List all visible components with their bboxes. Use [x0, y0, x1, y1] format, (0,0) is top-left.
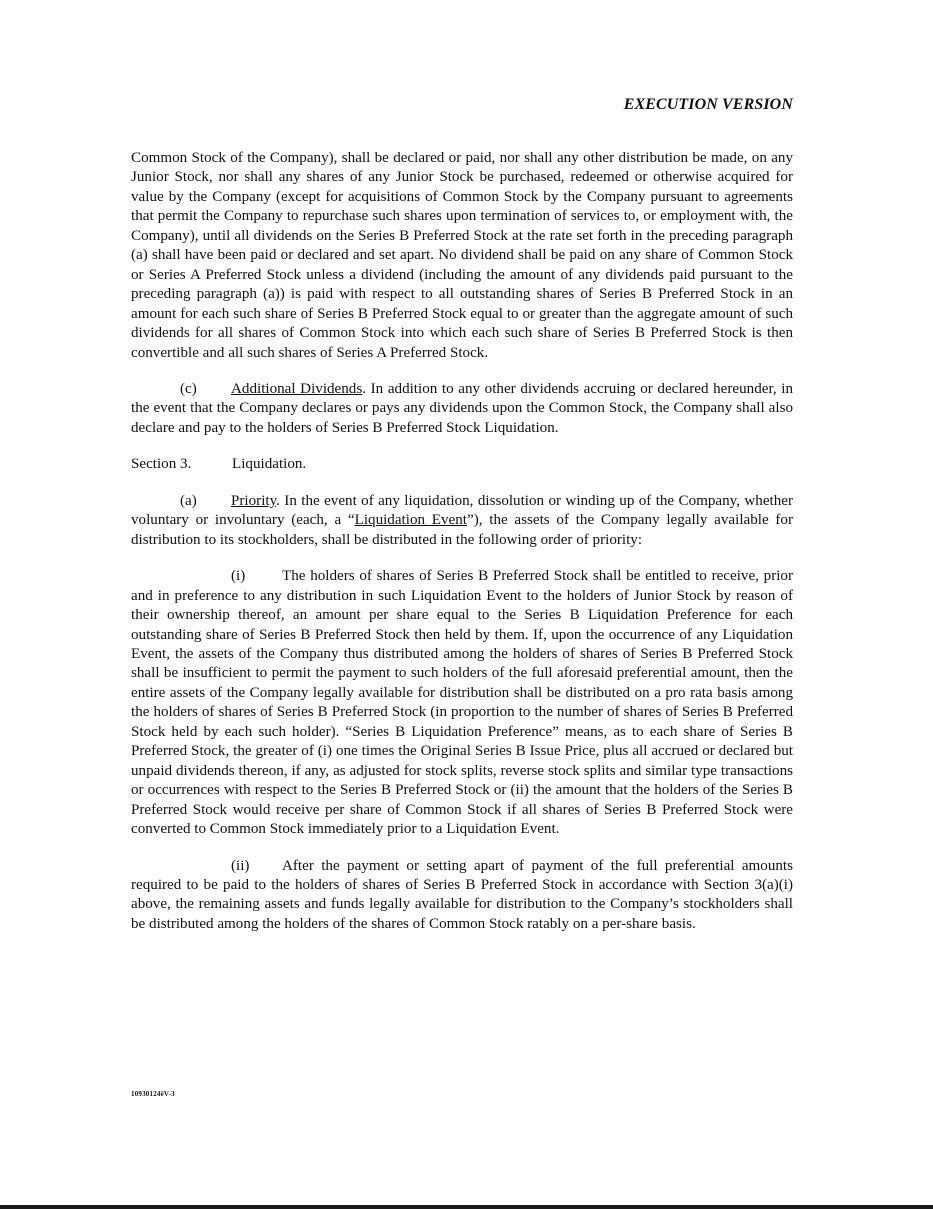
- paragraph-priority: [131, 492, 793, 550]
- subclause-text-i: The holders of shares of Series B Preferred Stock shall be entitled to receive, prior and in preference to any distribution in such Liquidation Event to the holders of Junior Stock by reason of their ownership thereof, an amount per share equal to the Series B Liquidation Preference for each outstanding share of Series B Preferred Stock then held by them. If, upon the occurrence of any Liquidation Event, the assets of the Company thus distributed among the holders of shares of Series B Preferred Stock shall be insufficient to permit the payment to such holders of the full aforesaid preferential amount, then the entire assets of the Company legally available for distribution shall be distributed on a pro rata basis among the holders of shares of Series B Preferred Stock (in proportion to the number of shares of Series B Preferred Stock held by each such holder). “Series B Liquidation Preference” means, as to each share of Series B Preferred Stock, the greater of (i) one times the Original Series B Issue Price, plus all accrued or declared but unpaid dividends thereon, if any, as adjusted for stock splits, reverse stock splits and similar type transactions or occurrences with respect to the Series B Preferred Stock or (ii) the amount that the holders of the Series B Preferred Stock would receive per share of Common Stock if all shares of Series B Preferred Stock were converted to Common Stock immediately prior to a Liquidation Event.: [131, 568, 793, 838]
- paragraph-subclause-ii: [131, 857, 793, 935]
- clause-heading-priority: Priority: [231, 492, 277, 509]
- document-id-code: 10930124ëV-3: [131, 1090, 175, 1098]
- paragraph-subclause-i: [131, 567, 793, 839]
- paragraph-text: Common Stock of the Company), shall be declared or paid, nor shall any other distribution be made, on any Junior Stock, nor shall any shares of any Junior Stock be purchased, redeemed or otherwise acquired for value by the Company (except for acquisitions of Common Stock by the Company pursuant to agreements that permit the Company to repurchase such shares upon termination of services to, or employment with, the Company), until all dividends on the Series B Preferred Stock at the rate set forth in the preceding paragraph (a) shall have been paid or declared and set apart. No dividend shall be paid on any share of Common Stock or Series A Preferred Stock unless a dividend (including the amount of any dividends paid pursuant to the preceding paragraph (a)) is paid with respect to all outstanding shares of Series B Preferred Stock in an amount for each such share of Series B Preferred Stock equal to or greater than the aggregate amount of such dividends for all shares of Common Stock into which each such share of Series B Preferred Stock is then convertible and all such shares of Series A Preferred Stock.: [131, 150, 793, 361]
- clause-text-a-part2: ”), the assets of the Company legally available for distribution to its stockholders, shall be distributed in the following order of priority:: [131, 512, 793, 548]
- section-number: Section 3.: [131, 456, 192, 473]
- scan-edge-bar: [0, 1205, 933, 1209]
- clause-heading-additional-dividends: Additional Dividends: [231, 380, 363, 397]
- subclause-text-ii: After the payment or setting apart of payment of the full preferential amounts required to be paid to the holders of shares of Series B Preferred Stock in accordance with Section 3(a)(i) above, the remaining assets and funds legally available for distribution to the Company’s stockholders shall be distributed among the holders of the shares of Common Stock ratably on a per-share basis.: [131, 857, 793, 932]
- defined-term-liquidation-event: Liquidation Event: [354, 512, 467, 529]
- clause-marker-a: (a): [180, 492, 197, 509]
- clause-text-a-part1: . In the event of any liquidation, dissolution or winding up of the Company, whether voluntary or involuntary (each, a “: [131, 492, 793, 529]
- clause-text-c: . In addition to any other dividends accruing or declared hereunder, in the event that the Company declares or pays any dividends upon the Common Stock, the Company shall also declare and pay to the holders of Series B Preferred Stock Liquidation.: [131, 380, 793, 436]
- paragraph-additional-dividends: [131, 380, 793, 438]
- subclause-marker-ii: (ii): [231, 857, 250, 874]
- section-title: Liquidation.: [232, 456, 307, 473]
- execution-version-label: EXECUTION VERSION: [623, 96, 793, 113]
- paragraph-dividend-restrictions: [131, 149, 793, 363]
- subclause-marker-i: (i): [231, 568, 246, 585]
- section-heading: [131, 455, 793, 474]
- document-body: [131, 149, 793, 951]
- clause-marker-c: (c): [180, 380, 197, 397]
